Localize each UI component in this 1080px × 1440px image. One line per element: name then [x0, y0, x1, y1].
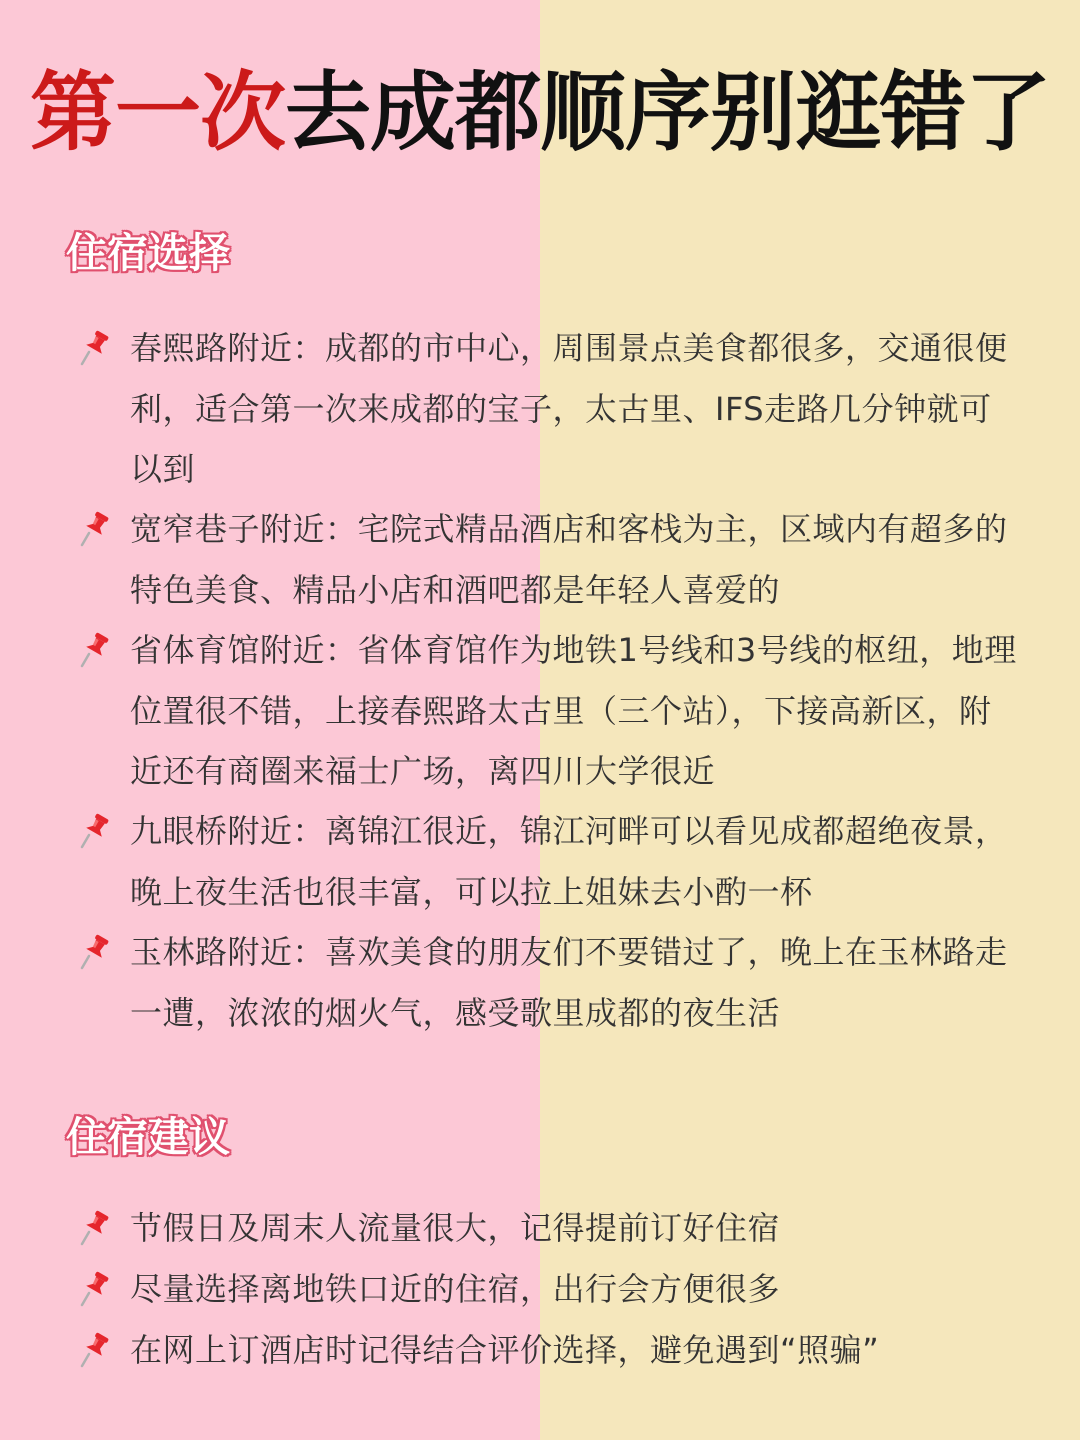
pushpin-icon — [80, 813, 110, 849]
pushpin-icon — [80, 1332, 110, 1368]
list-item-text: 宽窄巷子附近：宅院式精品酒店和客栈为主，区域内有超多的特色美食、精品小店和酒吧都是年轻人喜爱的 — [130, 510, 1008, 609]
pushpin-icon — [80, 1210, 110, 1246]
section-heading-lodging-choice: 住宿选择 — [66, 229, 230, 277]
section-heading-lodging-advice: 住宿建议 — [66, 1113, 230, 1161]
pushpin-icon — [80, 934, 110, 970]
pushpin-icon — [80, 632, 110, 668]
page-title — [0, 58, 1080, 168]
pushpin-icon — [80, 1271, 110, 1307]
title-black-part: 去成都顺序别逛错了 — [285, 63, 1050, 163]
list-item-text: 九眼桥附近：离锦江很近，锦江河畔可以看见成都超绝夜景，晚上夜生活也很丰富，可以拉上姐妹去小酌一杯 — [130, 812, 1008, 911]
title-red-part: 第一次 — [30, 63, 285, 163]
list-item-text: 节假日及周末人流量很大，记得提前订好住宿 — [130, 1209, 781, 1247]
list-item-text: 尽量选择离地铁口近的住宿，出行会方便很多 — [130, 1270, 781, 1308]
pushpin-icon — [80, 330, 110, 366]
pushpin-icon — [80, 511, 110, 547]
list-item-text: 省体育馆附近：省体育馆作为地铁1号线和3号线的枢纽，地理位置很不错，上接春熙路太古里（三个站），下接高新区，附近还有商圈来福士广场，离四川大学很近 — [130, 631, 1017, 790]
list-item-text: 春熙路附近：成都的市中心，周围景点美食都很多，交通很便利，适合第一次来成都的宝子，太古里、IFS走路几分钟就可以到 — [130, 329, 1008, 488]
list-item-text: 在网上订酒店时记得结合评价选择，避免遇到“照骗” — [130, 1331, 880, 1369]
list-item-text: 玉林路附近：喜欢美食的朋友们不要错过了，晚上在玉林路走一遭，浓浓的烟火气，感受歌里成都的夜生活 — [130, 933, 1008, 1032]
